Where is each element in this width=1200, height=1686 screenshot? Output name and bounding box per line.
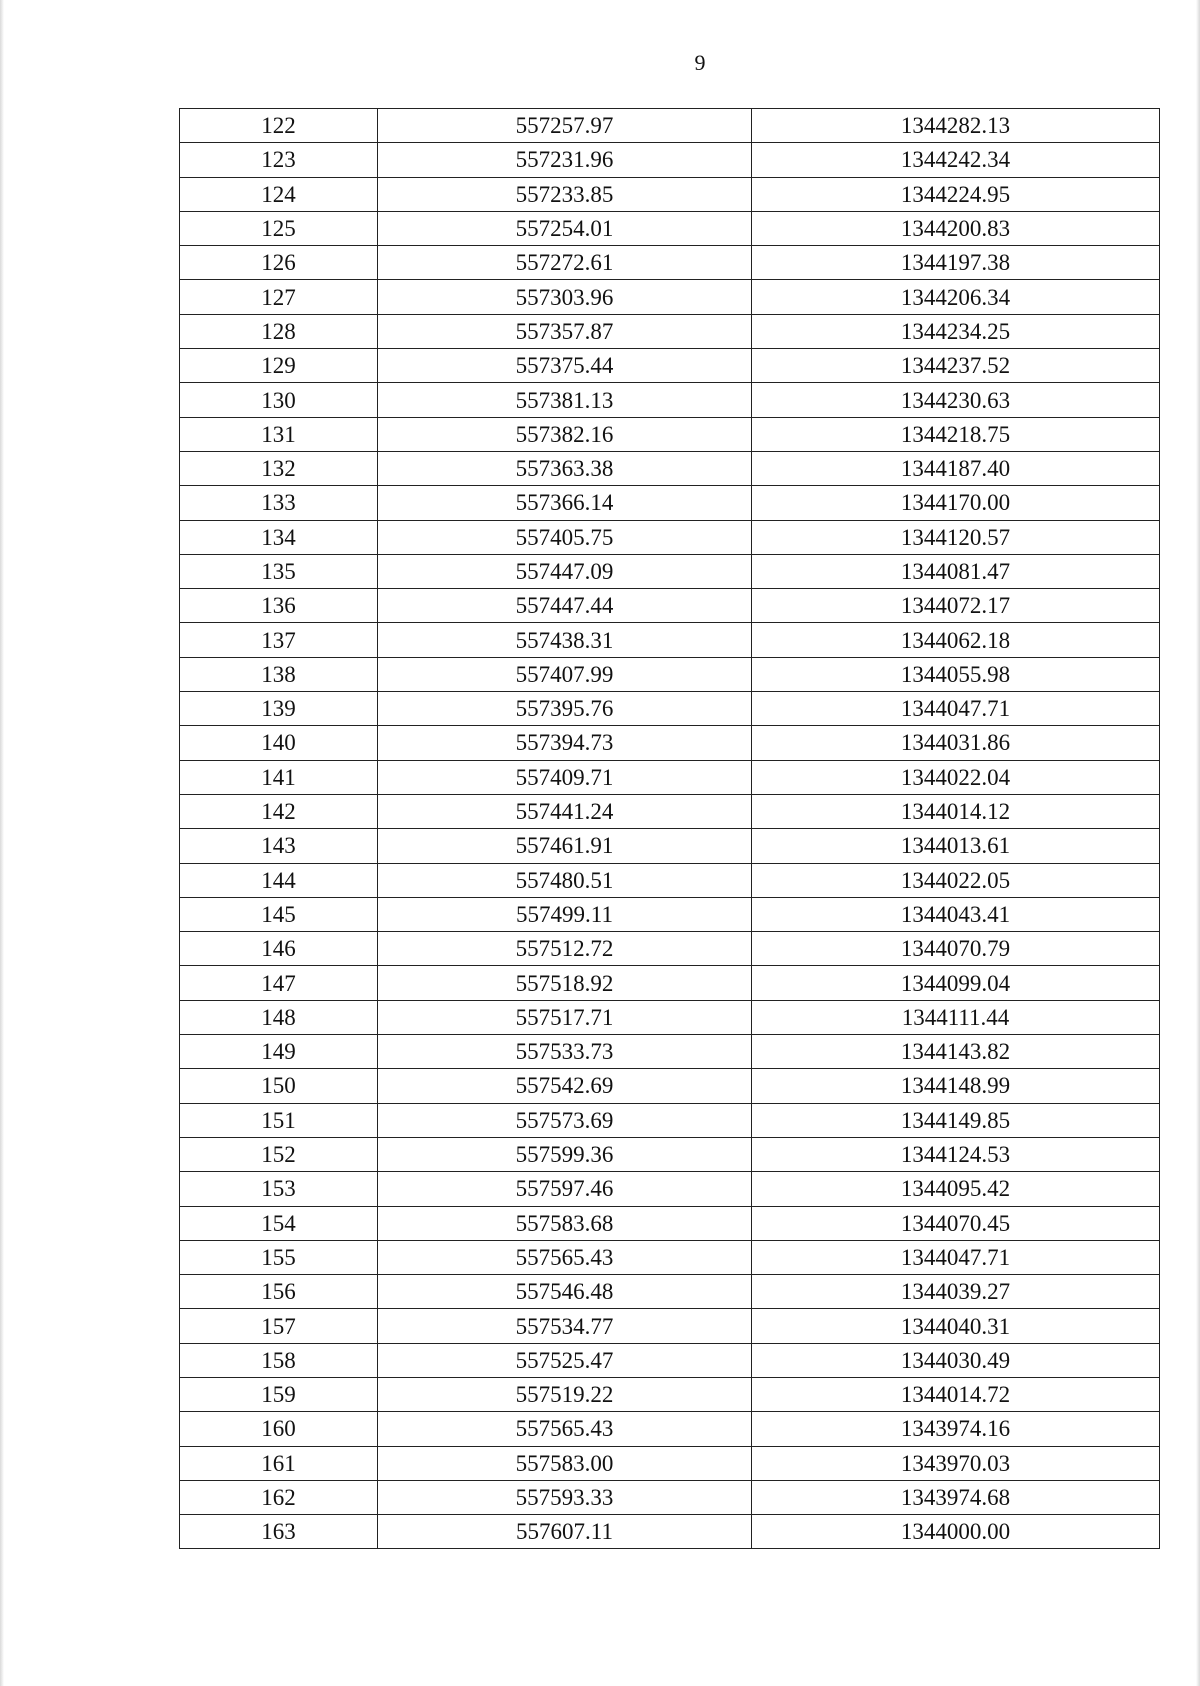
coordinate-table [179, 108, 1160, 1549]
point-number-cell: 131 [180, 417, 378, 451]
point-number-cell: 161 [180, 1446, 378, 1480]
x-coordinate-cell: 557382.16 [378, 417, 752, 451]
y-coordinate-cell: 1344014.72 [752, 1377, 1160, 1411]
point-number-cell: 135 [180, 554, 378, 588]
point-number-cell: 153 [180, 1172, 378, 1206]
y-coordinate-cell: 1344039.27 [752, 1275, 1160, 1309]
y-coordinate-cell: 1344055.98 [752, 657, 1160, 691]
table-row [180, 1206, 1160, 1240]
point-number-cell: 160 [180, 1412, 378, 1446]
point-number-cell: 138 [180, 657, 378, 691]
x-coordinate-cell: 557254.01 [378, 211, 752, 245]
point-number-cell: 126 [180, 246, 378, 280]
y-coordinate-cell: 1344099.04 [752, 966, 1160, 1000]
y-coordinate-cell: 1344170.00 [752, 486, 1160, 520]
table-row [180, 794, 1160, 828]
y-coordinate-cell: 1344070.45 [752, 1206, 1160, 1240]
x-coordinate-cell: 557542.69 [378, 1069, 752, 1103]
point-number-cell: 155 [180, 1240, 378, 1274]
table-row [180, 1000, 1160, 1034]
y-coordinate-cell: 1344072.17 [752, 589, 1160, 623]
y-coordinate-cell: 1344218.75 [752, 417, 1160, 451]
y-coordinate-cell: 1344030.49 [752, 1343, 1160, 1377]
point-number-cell: 146 [180, 932, 378, 966]
point-number-cell: 159 [180, 1377, 378, 1411]
y-coordinate-cell: 1344206.34 [752, 280, 1160, 314]
point-number-cell: 139 [180, 692, 378, 726]
x-coordinate-cell: 557272.61 [378, 246, 752, 280]
table-row [180, 897, 1160, 931]
y-coordinate-cell: 1344143.82 [752, 1035, 1160, 1069]
x-coordinate-cell: 557394.73 [378, 726, 752, 760]
point-number-cell: 162 [180, 1480, 378, 1514]
y-coordinate-cell: 1344224.95 [752, 177, 1160, 211]
table-row [180, 143, 1160, 177]
coordinate-table-body [180, 109, 1160, 1549]
y-coordinate-cell: 1344047.71 [752, 692, 1160, 726]
table-row [180, 1069, 1160, 1103]
x-coordinate-cell: 557518.92 [378, 966, 752, 1000]
x-coordinate-cell: 557480.51 [378, 863, 752, 897]
point-number-cell: 150 [180, 1069, 378, 1103]
x-coordinate-cell: 557607.11 [378, 1515, 752, 1549]
x-coordinate-cell: 557546.48 [378, 1275, 752, 1309]
x-coordinate-cell: 557363.38 [378, 451, 752, 485]
y-coordinate-cell: 1344081.47 [752, 554, 1160, 588]
table-row [180, 383, 1160, 417]
y-coordinate-cell: 1344040.31 [752, 1309, 1160, 1343]
table-row [180, 1103, 1160, 1137]
x-coordinate-cell: 557405.75 [378, 520, 752, 554]
point-number-cell: 133 [180, 486, 378, 520]
y-coordinate-cell: 1344187.40 [752, 451, 1160, 485]
y-coordinate-cell: 1344124.53 [752, 1137, 1160, 1171]
x-coordinate-cell: 557366.14 [378, 486, 752, 520]
table-row [180, 623, 1160, 657]
y-coordinate-cell: 1344062.18 [752, 623, 1160, 657]
x-coordinate-cell: 557593.33 [378, 1480, 752, 1514]
x-coordinate-cell: 557534.77 [378, 1309, 752, 1343]
point-number-cell: 154 [180, 1206, 378, 1240]
table-row [180, 726, 1160, 760]
y-coordinate-cell: 1344070.79 [752, 932, 1160, 966]
y-coordinate-cell: 1344234.25 [752, 314, 1160, 348]
table-row [180, 1480, 1160, 1514]
point-number-cell: 142 [180, 794, 378, 828]
point-number-cell: 158 [180, 1343, 378, 1377]
x-coordinate-cell: 557525.47 [378, 1343, 752, 1377]
x-coordinate-cell: 557533.73 [378, 1035, 752, 1069]
point-number-cell: 147 [180, 966, 378, 1000]
table-row [180, 589, 1160, 623]
table-row [180, 657, 1160, 691]
table-row [180, 1377, 1160, 1411]
point-number-cell: 140 [180, 726, 378, 760]
x-coordinate-cell: 557375.44 [378, 349, 752, 383]
point-number-cell: 127 [180, 280, 378, 314]
y-coordinate-cell: 1344047.71 [752, 1240, 1160, 1274]
table-row [180, 760, 1160, 794]
point-number-cell: 123 [180, 143, 378, 177]
table-row [180, 1343, 1160, 1377]
x-coordinate-cell: 557409.71 [378, 760, 752, 794]
table-row [180, 1275, 1160, 1309]
x-coordinate-cell: 557395.76 [378, 692, 752, 726]
x-coordinate-cell: 557447.09 [378, 554, 752, 588]
point-number-cell: 124 [180, 177, 378, 211]
table-row [180, 520, 1160, 554]
point-number-cell: 137 [180, 623, 378, 657]
table-row [180, 486, 1160, 520]
x-coordinate-cell: 557583.68 [378, 1206, 752, 1240]
x-coordinate-cell: 557499.11 [378, 897, 752, 931]
y-coordinate-cell: 1343974.68 [752, 1480, 1160, 1514]
x-coordinate-cell: 557519.22 [378, 1377, 752, 1411]
point-number-cell: 152 [180, 1137, 378, 1171]
x-coordinate-cell: 557303.96 [378, 280, 752, 314]
y-coordinate-cell: 1344242.34 [752, 143, 1160, 177]
point-number-cell: 125 [180, 211, 378, 245]
y-coordinate-cell: 1344022.04 [752, 760, 1160, 794]
table-row [180, 1309, 1160, 1343]
x-coordinate-cell: 557597.46 [378, 1172, 752, 1206]
y-coordinate-cell: 1344022.05 [752, 863, 1160, 897]
x-coordinate-cell: 557381.13 [378, 383, 752, 417]
x-coordinate-cell: 557438.31 [378, 623, 752, 657]
x-coordinate-cell: 557447.44 [378, 589, 752, 623]
y-coordinate-cell: 1344013.61 [752, 829, 1160, 863]
table-row [180, 1515, 1160, 1549]
table-row [180, 1412, 1160, 1446]
point-number-cell: 132 [180, 451, 378, 485]
point-number-cell: 129 [180, 349, 378, 383]
table-row [180, 211, 1160, 245]
x-coordinate-cell: 557565.43 [378, 1412, 752, 1446]
table-row [180, 177, 1160, 211]
point-number-cell: 122 [180, 109, 378, 143]
table-row [180, 451, 1160, 485]
point-number-cell: 141 [180, 760, 378, 794]
y-coordinate-cell: 1344095.42 [752, 1172, 1160, 1206]
x-coordinate-cell: 557583.00 [378, 1446, 752, 1480]
point-number-cell: 149 [180, 1035, 378, 1069]
x-coordinate-cell: 557599.36 [378, 1137, 752, 1171]
y-coordinate-cell: 1344200.83 [752, 211, 1160, 245]
table-row [180, 280, 1160, 314]
table-row [180, 1035, 1160, 1069]
point-number-cell: 144 [180, 863, 378, 897]
y-coordinate-cell: 1344031.86 [752, 726, 1160, 760]
y-coordinate-cell: 1343970.03 [752, 1446, 1160, 1480]
x-coordinate-cell: 557357.87 [378, 314, 752, 348]
y-coordinate-cell: 1344000.00 [752, 1515, 1160, 1549]
table-row [180, 314, 1160, 348]
table-row [180, 417, 1160, 451]
x-coordinate-cell: 557512.72 [378, 932, 752, 966]
table-row [180, 863, 1160, 897]
x-coordinate-cell: 557441.24 [378, 794, 752, 828]
table-row [180, 109, 1160, 143]
point-number-cell: 163 [180, 1515, 378, 1549]
table-row [180, 1240, 1160, 1274]
x-coordinate-cell: 557233.85 [378, 177, 752, 211]
point-number-cell: 148 [180, 1000, 378, 1034]
table-row [180, 1446, 1160, 1480]
point-number-cell: 130 [180, 383, 378, 417]
y-coordinate-cell: 1344014.12 [752, 794, 1160, 828]
scan-edge-left [0, 0, 4, 1686]
y-coordinate-cell: 1344237.52 [752, 349, 1160, 383]
y-coordinate-cell: 1344149.85 [752, 1103, 1160, 1137]
table-row [180, 692, 1160, 726]
table-row [180, 1137, 1160, 1171]
x-coordinate-cell: 557407.99 [378, 657, 752, 691]
table-row [180, 246, 1160, 280]
point-number-cell: 128 [180, 314, 378, 348]
x-coordinate-cell: 557257.97 [378, 109, 752, 143]
point-number-cell: 156 [180, 1275, 378, 1309]
page-number: 9 [694, 50, 706, 75]
y-coordinate-cell: 1344120.57 [752, 520, 1160, 554]
point-number-cell: 151 [180, 1103, 378, 1137]
x-coordinate-cell: 557565.43 [378, 1240, 752, 1274]
y-coordinate-cell: 1344148.99 [752, 1069, 1160, 1103]
point-number-cell: 136 [180, 589, 378, 623]
x-coordinate-cell: 557573.69 [378, 1103, 752, 1137]
y-coordinate-cell: 1343974.16 [752, 1412, 1160, 1446]
point-number-cell: 143 [180, 829, 378, 863]
y-coordinate-cell: 1344197.38 [752, 246, 1160, 280]
table-row [180, 829, 1160, 863]
table-row [180, 966, 1160, 1000]
y-coordinate-cell: 1344043.41 [752, 897, 1160, 931]
point-number-cell: 157 [180, 1309, 378, 1343]
y-coordinate-cell: 1344230.63 [752, 383, 1160, 417]
x-coordinate-cell: 557231.96 [378, 143, 752, 177]
table-row [180, 932, 1160, 966]
y-coordinate-cell: 1344111.44 [752, 1000, 1160, 1034]
point-number-cell: 134 [180, 520, 378, 554]
table-row [180, 349, 1160, 383]
point-number-cell: 145 [180, 897, 378, 931]
y-coordinate-cell: 1344282.13 [752, 109, 1160, 143]
x-coordinate-cell: 557517.71 [378, 1000, 752, 1034]
x-coordinate-cell: 557461.91 [378, 829, 752, 863]
scan-edge-right [1196, 0, 1200, 1686]
table-row [180, 1172, 1160, 1206]
table-row [180, 554, 1160, 588]
